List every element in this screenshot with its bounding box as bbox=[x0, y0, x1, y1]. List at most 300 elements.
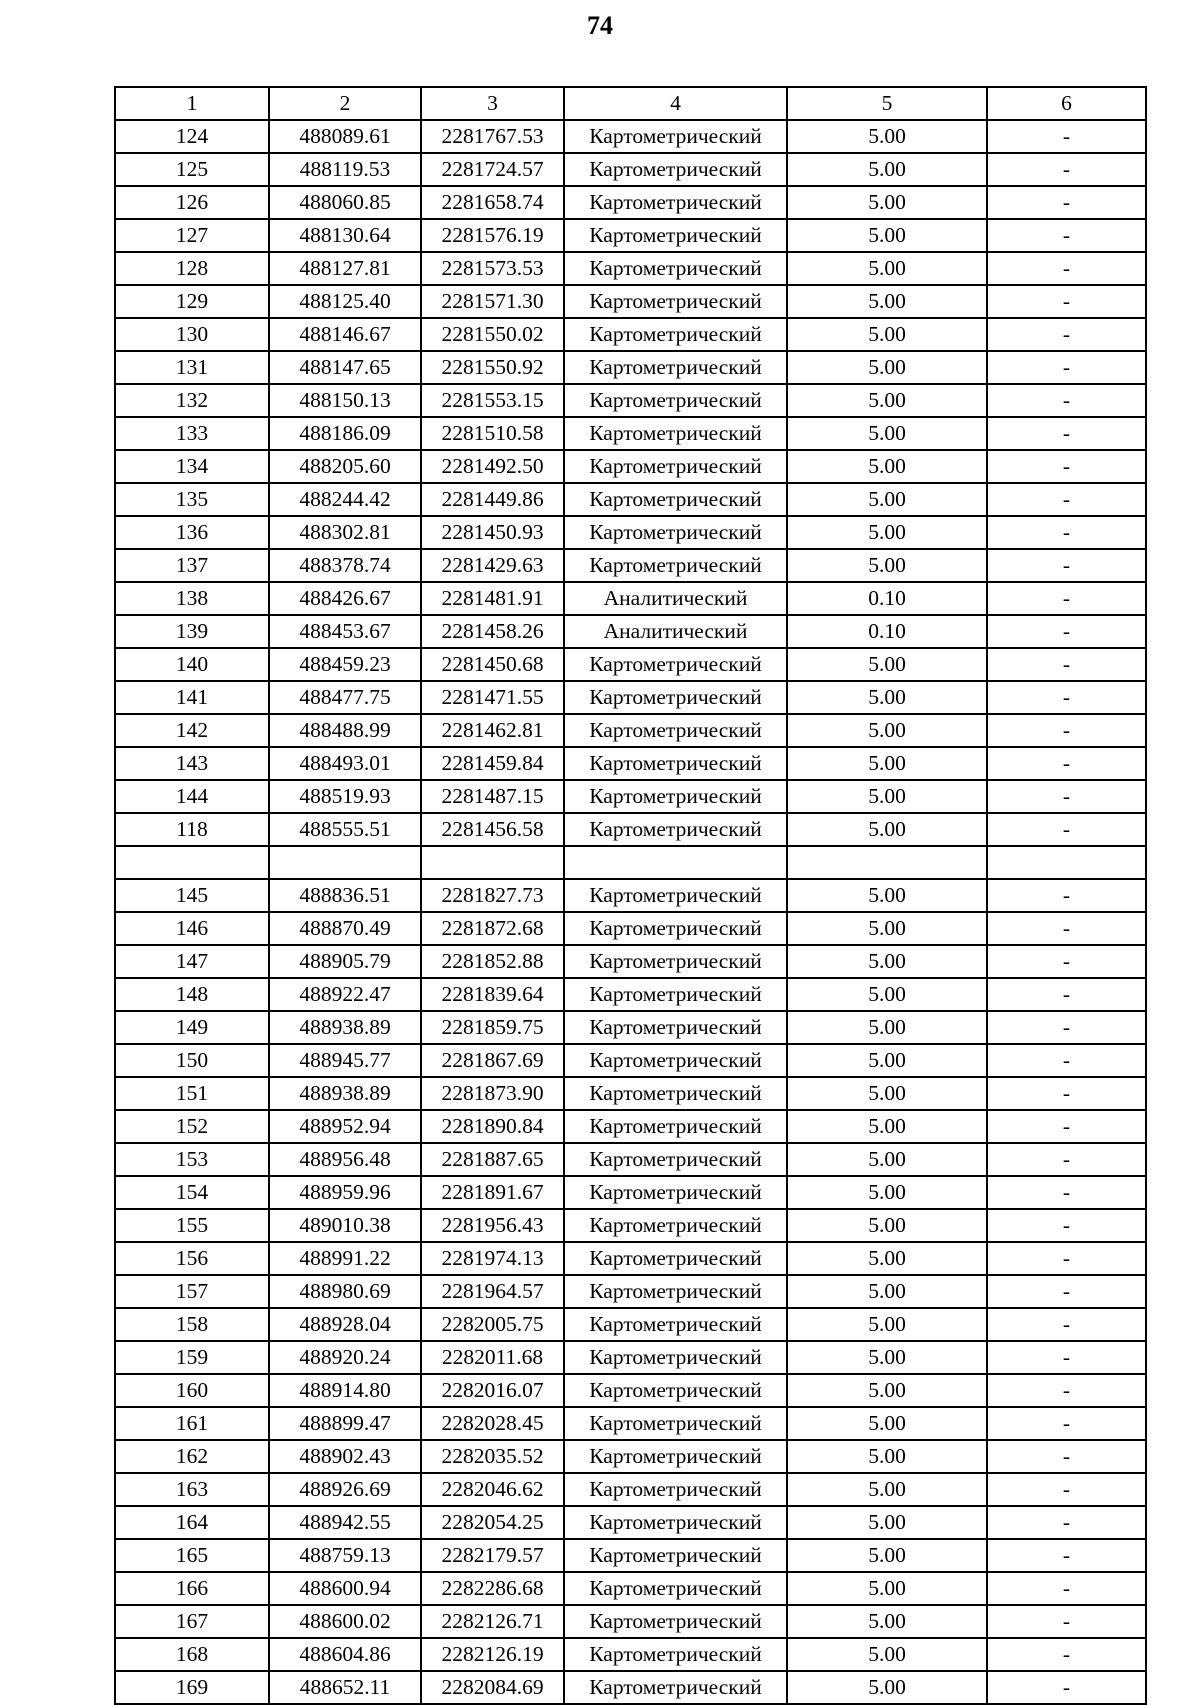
table-row bbox=[115, 1407, 1146, 1440]
table-row bbox=[115, 318, 1146, 351]
method-cell: Картометрический bbox=[564, 780, 787, 813]
note-cell: - bbox=[987, 351, 1146, 384]
table-row bbox=[115, 153, 1146, 186]
point-number-cell: 143 bbox=[115, 747, 269, 780]
y-coordinate-cell: 2281872.68 bbox=[421, 912, 564, 945]
point-number-cell: 125 bbox=[115, 153, 269, 186]
point-number-cell: 158 bbox=[115, 1308, 269, 1341]
x-coordinate-cell: 488938.89 bbox=[269, 1011, 421, 1044]
table-row bbox=[115, 1209, 1146, 1242]
y-coordinate-cell: 2281964.57 bbox=[421, 1275, 564, 1308]
method-cell: Картометрический bbox=[564, 681, 787, 714]
point-number-cell: 131 bbox=[115, 351, 269, 384]
point-number-cell: 132 bbox=[115, 384, 269, 417]
note-cell: - bbox=[987, 186, 1146, 219]
point-number-cell: 145 bbox=[115, 879, 269, 912]
method-cell: Картометрический bbox=[564, 351, 787, 384]
x-coordinate-cell: 488150.13 bbox=[269, 384, 421, 417]
note-cell: - bbox=[987, 549, 1146, 582]
table-row bbox=[115, 1275, 1146, 1308]
y-coordinate-cell: 2281956.43 bbox=[421, 1209, 564, 1242]
y-coordinate-cell: 2281767.53 bbox=[421, 120, 564, 153]
table-row bbox=[115, 615, 1146, 648]
method-cell: Картометрический bbox=[564, 648, 787, 681]
note-cell: - bbox=[987, 219, 1146, 252]
note-cell: - bbox=[987, 1473, 1146, 1506]
table-row bbox=[115, 252, 1146, 285]
accuracy-cell: 5.00 bbox=[787, 1473, 987, 1506]
method-cell: Картометрический bbox=[564, 1176, 787, 1209]
y-coordinate-cell: 2282126.19 bbox=[421, 1638, 564, 1671]
table-row bbox=[115, 549, 1146, 582]
accuracy-cell: 5.00 bbox=[787, 1176, 987, 1209]
note-cell: - bbox=[987, 483, 1146, 516]
table-row bbox=[115, 813, 1146, 846]
x-coordinate-cell: 488922.47 bbox=[269, 978, 421, 1011]
table-row bbox=[115, 912, 1146, 945]
x-coordinate-cell: 488089.61 bbox=[269, 120, 421, 153]
note-cell: - bbox=[987, 1143, 1146, 1176]
point-number-cell: 129 bbox=[115, 285, 269, 318]
note-cell: - bbox=[987, 945, 1146, 978]
x-coordinate-cell: 488952.94 bbox=[269, 1110, 421, 1143]
table-row bbox=[115, 1308, 1146, 1341]
table-row bbox=[115, 450, 1146, 483]
point-number-cell: 167 bbox=[115, 1605, 269, 1638]
x-coordinate-cell: 488600.02 bbox=[269, 1605, 421, 1638]
header-row bbox=[115, 87, 1146, 120]
x-coordinate-cell: 488477.75 bbox=[269, 681, 421, 714]
y-coordinate-cell: 2282054.25 bbox=[421, 1506, 564, 1539]
y-coordinate-cell: 2281459.84 bbox=[421, 747, 564, 780]
y-coordinate-cell: 2282046.62 bbox=[421, 1473, 564, 1506]
column-header: 5 bbox=[787, 87, 987, 120]
coordinates-table bbox=[114, 86, 1147, 1705]
note-cell: - bbox=[987, 615, 1146, 648]
method-cell: Картометрический bbox=[564, 417, 787, 450]
method-cell: Картометрический bbox=[564, 747, 787, 780]
accuracy-cell: 5.00 bbox=[787, 747, 987, 780]
point-number-cell: 154 bbox=[115, 1176, 269, 1209]
column-header: 4 bbox=[564, 87, 787, 120]
y-coordinate-cell: 2281573.53 bbox=[421, 252, 564, 285]
accuracy-cell: 5.00 bbox=[787, 1605, 987, 1638]
accuracy-cell: 5.00 bbox=[787, 1308, 987, 1341]
note-cell: - bbox=[987, 978, 1146, 1011]
method-cell: Аналитический bbox=[564, 582, 787, 615]
accuracy-cell: 5.00 bbox=[787, 549, 987, 582]
method-cell: Картометрический bbox=[564, 252, 787, 285]
y-coordinate-cell: 2282084.69 bbox=[421, 1671, 564, 1704]
table-row bbox=[115, 1044, 1146, 1077]
table-row bbox=[115, 582, 1146, 615]
x-coordinate-cell: 488899.47 bbox=[269, 1407, 421, 1440]
y-coordinate-cell: 2281429.63 bbox=[421, 549, 564, 582]
point-number-cell: 135 bbox=[115, 483, 269, 516]
note-cell: - bbox=[987, 153, 1146, 186]
note-cell: - bbox=[987, 780, 1146, 813]
x-coordinate-cell: 488956.48 bbox=[269, 1143, 421, 1176]
accuracy-cell: 5.00 bbox=[787, 780, 987, 813]
note-cell: - bbox=[987, 252, 1146, 285]
y-coordinate-cell: 2281827.73 bbox=[421, 879, 564, 912]
accuracy-cell: 5.00 bbox=[787, 1440, 987, 1473]
method-cell: Картометрический bbox=[564, 1473, 787, 1506]
x-coordinate-cell: 488870.49 bbox=[269, 912, 421, 945]
method-cell: Картометрический bbox=[564, 1077, 787, 1110]
table-row bbox=[115, 945, 1146, 978]
accuracy-cell: 5.00 bbox=[787, 1077, 987, 1110]
y-coordinate-cell: 2282126.71 bbox=[421, 1605, 564, 1638]
point-number-cell: 142 bbox=[115, 714, 269, 747]
point-number-cell: 127 bbox=[115, 219, 269, 252]
y-coordinate-cell: 2281492.50 bbox=[421, 450, 564, 483]
point-number-cell: 134 bbox=[115, 450, 269, 483]
method-cell: Картометрический bbox=[564, 1638, 787, 1671]
y-coordinate-cell: 2281487.15 bbox=[421, 780, 564, 813]
point-number-cell: 139 bbox=[115, 615, 269, 648]
point-number-cell: 155 bbox=[115, 1209, 269, 1242]
point-number-cell: 148 bbox=[115, 978, 269, 1011]
note-cell: - bbox=[987, 417, 1146, 450]
accuracy-cell: 5.00 bbox=[787, 648, 987, 681]
column-header: 1 bbox=[115, 87, 269, 120]
table-row bbox=[115, 846, 1146, 879]
x-coordinate-cell: 488488.99 bbox=[269, 714, 421, 747]
x-coordinate-cell: 488060.85 bbox=[269, 186, 421, 219]
accuracy-cell: 5.00 bbox=[787, 1341, 987, 1374]
table-row bbox=[115, 516, 1146, 549]
note-cell: - bbox=[987, 1671, 1146, 1704]
table-row bbox=[115, 648, 1146, 681]
x-coordinate-cell: 489010.38 bbox=[269, 1209, 421, 1242]
y-coordinate-cell: 2282011.68 bbox=[421, 1341, 564, 1374]
note-cell: - bbox=[987, 1572, 1146, 1605]
x-coordinate-cell: 488453.67 bbox=[269, 615, 421, 648]
accuracy-cell: 5.00 bbox=[787, 1638, 987, 1671]
accuracy-cell: 5.00 bbox=[787, 681, 987, 714]
accuracy-cell: 5.00 bbox=[787, 978, 987, 1011]
x-coordinate-cell: 488426.67 bbox=[269, 582, 421, 615]
method-cell: Картометрический bbox=[564, 1605, 787, 1638]
table-row bbox=[115, 384, 1146, 417]
method-cell: Картометрический bbox=[564, 483, 787, 516]
accuracy-cell: 5.00 bbox=[787, 1407, 987, 1440]
table-row bbox=[115, 1638, 1146, 1671]
point-number-cell: 166 bbox=[115, 1572, 269, 1605]
note-cell: - bbox=[987, 681, 1146, 714]
method-cell: Картометрический bbox=[564, 549, 787, 582]
table-row bbox=[115, 1539, 1146, 1572]
point-number-cell: 162 bbox=[115, 1440, 269, 1473]
accuracy-cell: 5.00 bbox=[787, 450, 987, 483]
note-cell: - bbox=[987, 1341, 1146, 1374]
point-number-cell: 153 bbox=[115, 1143, 269, 1176]
y-coordinate-cell: 2281859.75 bbox=[421, 1011, 564, 1044]
accuracy-cell: 5.00 bbox=[787, 1506, 987, 1539]
method-cell: Картометрический bbox=[564, 1440, 787, 1473]
method-cell: Картометрический bbox=[564, 813, 787, 846]
method-cell: Картометрический bbox=[564, 879, 787, 912]
x-coordinate-cell bbox=[269, 846, 421, 879]
table-row bbox=[115, 219, 1146, 252]
accuracy-cell: 5.00 bbox=[787, 1671, 987, 1704]
note-cell: - bbox=[987, 318, 1146, 351]
accuracy-cell: 5.00 bbox=[787, 1011, 987, 1044]
accuracy-cell: 5.00 bbox=[787, 1374, 987, 1407]
x-coordinate-cell: 488926.69 bbox=[269, 1473, 421, 1506]
note-cell: - bbox=[987, 384, 1146, 417]
method-cell: Картометрический bbox=[564, 1044, 787, 1077]
table-row bbox=[115, 978, 1146, 1011]
accuracy-cell: 5.00 bbox=[787, 1539, 987, 1572]
y-coordinate-cell: 2281974.13 bbox=[421, 1242, 564, 1275]
table-header bbox=[115, 87, 1146, 120]
note-cell: - bbox=[987, 747, 1146, 780]
accuracy-cell: 5.00 bbox=[787, 813, 987, 846]
x-coordinate-cell: 488836.51 bbox=[269, 879, 421, 912]
x-coordinate-cell: 488493.01 bbox=[269, 747, 421, 780]
table-row bbox=[115, 681, 1146, 714]
table-body bbox=[115, 120, 1146, 1704]
y-coordinate-cell: 2281890.84 bbox=[421, 1110, 564, 1143]
point-number-cell: 152 bbox=[115, 1110, 269, 1143]
x-coordinate-cell: 488519.93 bbox=[269, 780, 421, 813]
method-cell: Картометрический bbox=[564, 219, 787, 252]
point-number-cell: 137 bbox=[115, 549, 269, 582]
table-row bbox=[115, 1242, 1146, 1275]
note-cell: - bbox=[987, 1110, 1146, 1143]
table-row bbox=[115, 714, 1146, 747]
method-cell: Картометрический bbox=[564, 714, 787, 747]
point-number-cell: 163 bbox=[115, 1473, 269, 1506]
accuracy-cell: 5.00 bbox=[787, 120, 987, 153]
table-row bbox=[115, 1143, 1146, 1176]
point-number-cell: 147 bbox=[115, 945, 269, 978]
page-number: 74 bbox=[587, 11, 613, 40]
table-row bbox=[115, 1671, 1146, 1704]
note-cell bbox=[987, 846, 1146, 879]
note-cell: - bbox=[987, 1275, 1146, 1308]
y-coordinate-cell: 2281576.19 bbox=[421, 219, 564, 252]
x-coordinate-cell: 488914.80 bbox=[269, 1374, 421, 1407]
x-coordinate-cell: 488920.24 bbox=[269, 1341, 421, 1374]
point-number-cell: 165 bbox=[115, 1539, 269, 1572]
accuracy-cell: 5.00 bbox=[787, 252, 987, 285]
point-number-cell: 159 bbox=[115, 1341, 269, 1374]
x-coordinate-cell: 488902.43 bbox=[269, 1440, 421, 1473]
y-coordinate-cell: 2282005.75 bbox=[421, 1308, 564, 1341]
table-row bbox=[115, 1341, 1146, 1374]
accuracy-cell: 5.00 bbox=[787, 318, 987, 351]
table-row bbox=[115, 483, 1146, 516]
x-coordinate-cell: 488119.53 bbox=[269, 153, 421, 186]
method-cell: Картометрический bbox=[564, 1143, 787, 1176]
method-cell: Картометрический bbox=[564, 318, 787, 351]
method-cell: Картометрический bbox=[564, 1110, 787, 1143]
y-coordinate-cell: 2281658.74 bbox=[421, 186, 564, 219]
table-row bbox=[115, 120, 1146, 153]
x-coordinate-cell: 488980.69 bbox=[269, 1275, 421, 1308]
table-row bbox=[115, 1077, 1146, 1110]
note-cell: - bbox=[987, 879, 1146, 912]
y-coordinate-cell: 2281839.64 bbox=[421, 978, 564, 1011]
table-row bbox=[115, 1374, 1146, 1407]
table-row bbox=[115, 1605, 1146, 1638]
y-coordinate-cell: 2281553.15 bbox=[421, 384, 564, 417]
x-coordinate-cell: 488555.51 bbox=[269, 813, 421, 846]
note-cell: - bbox=[987, 582, 1146, 615]
method-cell: Картометрический bbox=[564, 1407, 787, 1440]
method-cell: Картометрический bbox=[564, 1539, 787, 1572]
note-cell: - bbox=[987, 1539, 1146, 1572]
accuracy-cell: 5.00 bbox=[787, 879, 987, 912]
accuracy-cell: 5.00 bbox=[787, 1242, 987, 1275]
note-cell: - bbox=[987, 1407, 1146, 1440]
y-coordinate-cell: 2282016.07 bbox=[421, 1374, 564, 1407]
accuracy-cell: 5.00 bbox=[787, 516, 987, 549]
note-cell: - bbox=[987, 1440, 1146, 1473]
y-coordinate-cell: 2282179.57 bbox=[421, 1539, 564, 1572]
x-coordinate-cell: 488652.11 bbox=[269, 1671, 421, 1704]
method-cell: Картометрический bbox=[564, 1011, 787, 1044]
note-cell: - bbox=[987, 1605, 1146, 1638]
method-cell bbox=[564, 846, 787, 879]
method-cell: Картометрический bbox=[564, 1209, 787, 1242]
table-row bbox=[115, 747, 1146, 780]
x-coordinate-cell: 488205.60 bbox=[269, 450, 421, 483]
accuracy-cell: 5.00 bbox=[787, 285, 987, 318]
table-row bbox=[115, 780, 1146, 813]
method-cell: Картометрический bbox=[564, 384, 787, 417]
point-number-cell: 138 bbox=[115, 582, 269, 615]
accuracy-cell bbox=[787, 846, 987, 879]
y-coordinate-cell: 2281481.91 bbox=[421, 582, 564, 615]
note-cell: - bbox=[987, 1638, 1146, 1671]
point-number-cell: 168 bbox=[115, 1638, 269, 1671]
point-number-cell: 146 bbox=[115, 912, 269, 945]
note-cell: - bbox=[987, 1011, 1146, 1044]
accuracy-cell: 5.00 bbox=[787, 714, 987, 747]
x-coordinate-cell: 488127.81 bbox=[269, 252, 421, 285]
accuracy-cell: 5.00 bbox=[787, 384, 987, 417]
accuracy-cell: 5.00 bbox=[787, 1275, 987, 1308]
y-coordinate-cell: 2281867.69 bbox=[421, 1044, 564, 1077]
y-coordinate-cell: 2282286.68 bbox=[421, 1572, 564, 1605]
note-cell: - bbox=[987, 450, 1146, 483]
point-number-cell: 130 bbox=[115, 318, 269, 351]
x-coordinate-cell: 488459.23 bbox=[269, 648, 421, 681]
y-coordinate-cell: 2281471.55 bbox=[421, 681, 564, 714]
method-cell: Картометрический bbox=[564, 1671, 787, 1704]
point-number-cell: 140 bbox=[115, 648, 269, 681]
accuracy-cell: 5.00 bbox=[787, 945, 987, 978]
table-row bbox=[115, 1176, 1146, 1209]
accuracy-cell: 5.00 bbox=[787, 219, 987, 252]
x-coordinate-cell: 488125.40 bbox=[269, 285, 421, 318]
y-coordinate-cell: 2281449.86 bbox=[421, 483, 564, 516]
note-cell: - bbox=[987, 516, 1146, 549]
x-coordinate-cell: 488928.04 bbox=[269, 1308, 421, 1341]
method-cell: Картометрический bbox=[564, 516, 787, 549]
point-number-cell: 133 bbox=[115, 417, 269, 450]
y-coordinate-cell: 2282035.52 bbox=[421, 1440, 564, 1473]
point-number-cell: 169 bbox=[115, 1671, 269, 1704]
method-cell: Картометрический bbox=[564, 1242, 787, 1275]
x-coordinate-cell: 488945.77 bbox=[269, 1044, 421, 1077]
x-coordinate-cell: 488604.86 bbox=[269, 1638, 421, 1671]
y-coordinate-cell: 2281550.92 bbox=[421, 351, 564, 384]
table-row bbox=[115, 1572, 1146, 1605]
accuracy-cell: 5.00 bbox=[787, 1209, 987, 1242]
y-coordinate-cell: 2281510.58 bbox=[421, 417, 564, 450]
table-row bbox=[115, 879, 1146, 912]
column-header: 6 bbox=[987, 87, 1146, 120]
x-coordinate-cell: 488244.42 bbox=[269, 483, 421, 516]
y-coordinate-cell: 2281571.30 bbox=[421, 285, 564, 318]
x-coordinate-cell: 488600.94 bbox=[269, 1572, 421, 1605]
point-number-cell: 156 bbox=[115, 1242, 269, 1275]
y-coordinate-cell: 2281887.65 bbox=[421, 1143, 564, 1176]
method-cell: Картометрический bbox=[564, 1308, 787, 1341]
note-cell: - bbox=[987, 1044, 1146, 1077]
y-coordinate-cell: 2281450.68 bbox=[421, 648, 564, 681]
note-cell: - bbox=[987, 912, 1146, 945]
column-header: 2 bbox=[269, 87, 421, 120]
method-cell: Картометрический bbox=[564, 1341, 787, 1374]
x-coordinate-cell: 488959.96 bbox=[269, 1176, 421, 1209]
accuracy-cell: 5.00 bbox=[787, 1572, 987, 1605]
x-coordinate-cell: 488905.79 bbox=[269, 945, 421, 978]
point-number-cell: 149 bbox=[115, 1011, 269, 1044]
note-cell: - bbox=[987, 1506, 1146, 1539]
accuracy-cell: 5.00 bbox=[787, 1044, 987, 1077]
y-coordinate-cell: 2281852.88 bbox=[421, 945, 564, 978]
x-coordinate-cell: 488942.55 bbox=[269, 1506, 421, 1539]
point-number-cell bbox=[115, 846, 269, 879]
point-number-cell: 118 bbox=[115, 813, 269, 846]
point-number-cell: 160 bbox=[115, 1374, 269, 1407]
x-coordinate-cell: 488991.22 bbox=[269, 1242, 421, 1275]
y-coordinate-cell: 2281550.02 bbox=[421, 318, 564, 351]
method-cell: Картометрический bbox=[564, 153, 787, 186]
accuracy-cell: 5.00 bbox=[787, 1110, 987, 1143]
x-coordinate-cell: 488938.89 bbox=[269, 1077, 421, 1110]
x-coordinate-cell: 488147.65 bbox=[269, 351, 421, 384]
table-row bbox=[115, 1440, 1146, 1473]
table-row bbox=[115, 417, 1146, 450]
note-cell: - bbox=[987, 714, 1146, 747]
method-cell: Картометрический bbox=[564, 1572, 787, 1605]
x-coordinate-cell: 488378.74 bbox=[269, 549, 421, 582]
note-cell: - bbox=[987, 1308, 1146, 1341]
point-number-cell: 128 bbox=[115, 252, 269, 285]
point-number-cell: 150 bbox=[115, 1044, 269, 1077]
accuracy-cell: 5.00 bbox=[787, 153, 987, 186]
method-cell: Картометрический bbox=[564, 450, 787, 483]
table-row bbox=[115, 1473, 1146, 1506]
method-cell: Картометрический bbox=[564, 945, 787, 978]
method-cell: Картометрический bbox=[564, 1275, 787, 1308]
method-cell: Картометрический bbox=[564, 1506, 787, 1539]
method-cell: Картометрический bbox=[564, 912, 787, 945]
accuracy-cell: 0.10 bbox=[787, 615, 987, 648]
method-cell: Картометрический bbox=[564, 285, 787, 318]
note-cell: - bbox=[987, 648, 1146, 681]
table-row bbox=[115, 1110, 1146, 1143]
y-coordinate-cell bbox=[421, 846, 564, 879]
note-cell: - bbox=[987, 1374, 1146, 1407]
